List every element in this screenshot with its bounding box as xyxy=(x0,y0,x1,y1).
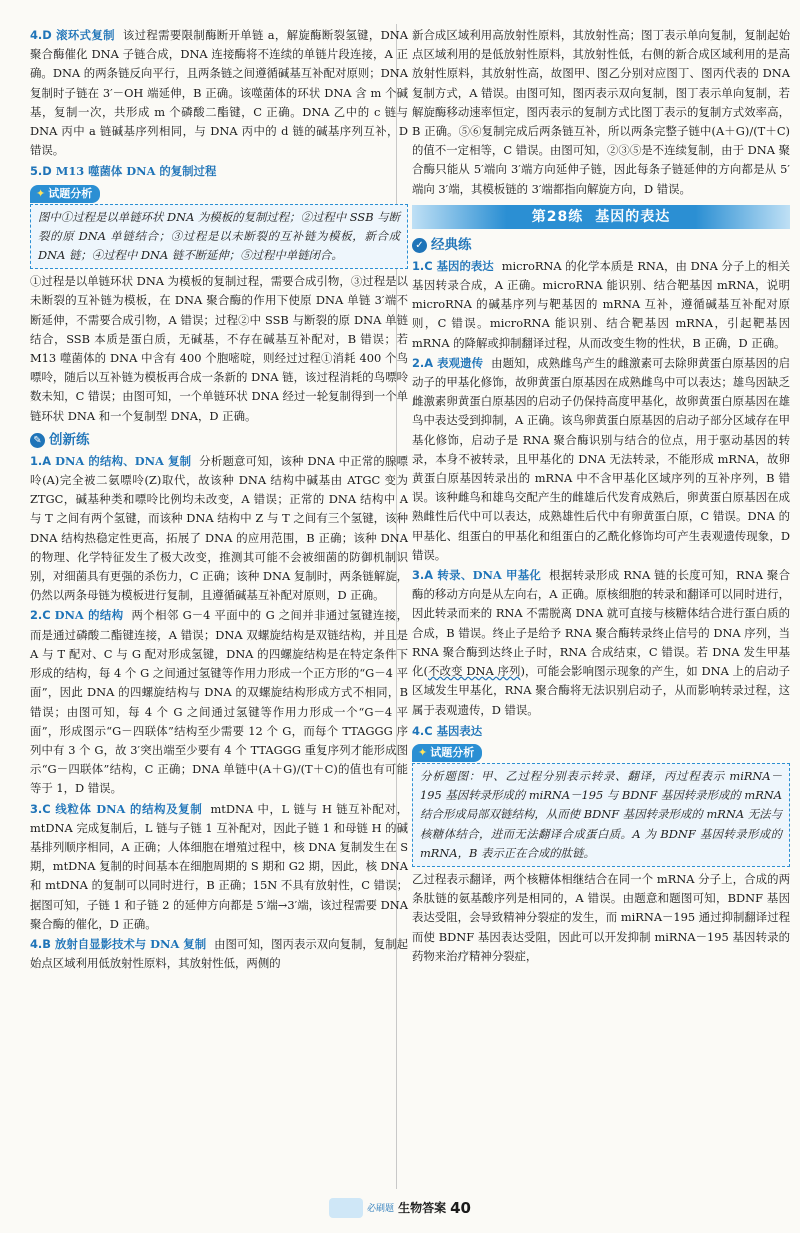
analysis-box: 分析题图：甲、乙过程分别表示转录、翻译，丙过程表示 miRNA－195 基因转录形成的 miRNA－195 与 BDNF 基因转录形成的 mRNA 结合形成局部双链结构，从而使 BDNF 基因转录形成的 mRNA 无法与核糖体结合，进而无法翻译合成蛋白质。A 为 BDNF 基因转录形成的 mRNA，B 表示正在合成的肽链。 xyxy=(412,763,790,867)
answer-text: mtDNA 中，L 链与 H 链互补配对，mtDNA 完成复制后，L 链与子链 1 互补配对，因此子链 1 和母链 H 的碱基排列顺序相同，A 正确；人体细胞在增殖过程中，核 DNA 复制发生在 S 期，mtDNA 复制的时间基本在细胞周期的 S 期和 G2 期，因此，核 DNA 和 mtDNA 的复制可以同时进行，B 正确；15N 不具有放射性，C 错误；据图可知，子链 1 和子链 2 的延伸方向都是 5′端→3′端，该过程需要 DNA 聚合酶的催化，D 正确。 xyxy=(30,801,409,931)
answer-number: 4.C xyxy=(412,723,433,738)
knowledge-point: DNA 的结构 xyxy=(54,608,124,623)
lesson-title: 基因的表达 xyxy=(595,208,671,225)
knowledge-point: 放射自显影技术与 DNA 复制 xyxy=(54,936,207,951)
section-classic: ✓ 经典练 xyxy=(412,235,790,255)
classic-answer-4-heading xyxy=(412,722,790,741)
knowledge-point: M13 噬菌体 DNA 的复制过程 xyxy=(55,164,217,179)
lesson-number: 第28练 xyxy=(531,208,584,225)
lightbulb-icon: ✦ xyxy=(418,745,428,759)
lesson-banner xyxy=(412,205,790,229)
knowledge-point: 表观遗传 xyxy=(437,355,484,370)
analysis-box: 图中①过程是以单链环状 DNA 为模板的复制过程；②过程中 SSB 与断裂的原 DNA 单链结合；③过程是以未断裂的互补链为模板，新合成 DNA 链；④过程中 DNA 链不断延伸；⑤过程中单链闭合。 xyxy=(30,204,408,270)
knowledge-point: DNA 的结构、DNA 复制 xyxy=(55,453,192,468)
footer-label: 生物答案 xyxy=(398,1201,447,1215)
answer-text: 乙过程表示翻译，两个核糖体相继结合在同一个 mRNA 分子上，合成的两条肽链的氨基酸序列是相同的，A 错误。由题意和题图可知，BDNF 基因表达受阻，会导致精神分裂症的发生，而 miRNA－195 通过抑制翻译过程而使 BDNF 基因表达受阻，因此可以开发抑制 miRNA－195 基因转录的药物来治疗精神分裂症， xyxy=(412,871,790,963)
innovation-icon: ✎ xyxy=(30,433,45,448)
classic-answer-1 xyxy=(412,257,790,353)
classic-answer-2 xyxy=(412,354,790,565)
answer-text: 由题知，成熟雌鸟产生的雌激素可去除卵黄蛋白原基因的启动子的甲基化修饰，故卵黄蛋白原基因在成熟雌鸟中可以表达；雄鸟因缺乏雌激素卵黄蛋白原基因的启动子仍保持高度甲基化，故卵黄蛋白原基因在雄鸟中表达受到抑制，A 正确。该鸟卵黄蛋白原基因的启动子部分区域存在甲基化修饰，启动子是 RNA 聚合酶识别与结合的位点，用于驱动基因的转录，本身不被转录，且甲基化的 DNA 无法转录，不能形成 mRNA，故卵黄蛋白原基因转录出的 mRNA 中不含甲基化区域序列的互补序列，B 错误。该种雌鸟和雄鸟交配产生的雌雄后代发育成熟后，卵黄蛋白原基因在成熟雌性后代中可以表达，成熟雄性后代中有卵黄蛋白原，C 错误。DNA 的甲基化、组蛋白的甲基化和组蛋白的乙酰化修饰均可产生表观遗传现象，D 错误。 xyxy=(412,355,790,562)
brand-name: 必刷题 xyxy=(367,1204,395,1214)
innovation-answer-2 xyxy=(30,606,408,798)
knowledge-point: 线粒体 DNA 的结构及复制 xyxy=(54,801,203,816)
knowledge-point: 转录、DNA 甲基化 xyxy=(437,568,542,583)
classic-icon: ✓ xyxy=(412,238,427,253)
underlined-note: 不改变 DNA 序列 xyxy=(427,664,521,679)
knowledge-point: 滚环式复制 xyxy=(55,28,115,42)
answer-text: microRNA 的化学本质是 RNA，由 DNA 分子上的相关基因转录合成，A 正确。microRNA 能识别、结合靶基因 mRNA，说明 microRNA 的碱基序列与靶基因的 mRNA 互补，遵循碱基互补配对原则，C 错误。microRNA 能识别、结合靶基因 mRNA，引起靶基因 mRNA 的降解或抑制翻译过程，从而改变生物的性状，B 正确，D 正确。 xyxy=(412,258,790,350)
knowledge-point: 基因的表达 xyxy=(436,258,494,273)
answer-text: )，可能会影响图示现象的产生，如 DNA 上的启动子区域发生甲基化，RNA 聚合酶将无法识别启动子，从而影响转录过程，这属于表观遗传，D 错误。 xyxy=(412,664,790,717)
left-column xyxy=(30,26,408,974)
answer-number: 3.C xyxy=(30,801,51,816)
innovation-answer-3 xyxy=(30,800,408,934)
page-footer xyxy=(0,1197,800,1221)
answer-text: 该过程需要限制酶断开单链 a，解旋酶断裂氢键，DNA 聚合酶催化 DNA 子链合成，DNA 连接酶将不连续的单链片段连接，A 正确。DNA 的两条链反向平行，且两条链之间遵循碱基互补配对原则；DNA 复制时子链在 3′－OH 端延伸，B 正确。该噬菌体的环状 DNA 含 m 个碱基，复制一次，共形成 m 个磷酸二酯键，C 正确。DNA 乙中的 c 链与 DNA 丙中 a 链碱基序列相同，与 DNA 丙中的 d 链的碱基序列互补，D 错误。 xyxy=(30,28,408,158)
innovation-answer-4-continued: 新合成区域利用高放射性原料，其放射性高；图丁表示单向复制，复制起始点区域利用的是低放射性原料，其放射性低，右侧的新合成区域利用的是高放射性原料，其放射性高，故图甲、图乙分别对应图丁、图丙代表的 DNA 复制方式，A 错误。由图可知，图丙表示双向复制，图丁表示单向复制，若解旋酶移动速率恒定，图丙表示的复制方式比图丁表示的复制方式效率高，B 正确。⑤⑥复制完成后两条链互补，所以两条完整子链中(A＋G)/(T＋C)的值不一定相等，C 错误。由图可知，②③⑤是不连续复制，由于 DNA 聚合酶只能从 5′端向 3′端方向延伸子链，因此每条子链延伸的方向都是从 5′端向 3′端，其模板链的 3′端都指向解旋方向，D 错误。 xyxy=(412,28,790,196)
page-number: 40 xyxy=(450,1198,471,1217)
section-innovation: ✎ 创新练 xyxy=(30,430,408,450)
answer-text: 两个相邻 G－4 平面中的 G 之间并非通过氢键连接，而是通过磷酸二酯键连接，A 错误；DNA 双螺旋结构是双链结构，并且是 A 与 T 配对、C 与 G 配对形成氢键，DNA 的四螺旋结构是在特定条件下形成的结构，每 4 个 G 之间通过氢键等作用力形成一个正方形的“G－4 平面”，因此 DNA 的四螺旋结构与 DNA 的双螺旋结构形成方式不相同，B 错误；由图可知，每 4 个 G 之间通过氢键等作用力形成一个“G－4 平面”，形成图示“G－四联体”结构至少需要 12 个 G，而每个 TTAGGG 序列中有 3 个 G，故 3′突出端至少要有 4 个 TTAGGG 重复序列才能形成图示“G－四联体”结构，C 正确；DNA 单链中(A＋G)/(T＋C)的值也有可能等于 1，D 错误。 xyxy=(30,608,408,796)
answer-text: 由图可知，图丙表示双向复制，复制起始点区域利用低放射性原料，其放射性低，两侧的 xyxy=(30,936,408,971)
answer-number: 4.B xyxy=(30,936,51,951)
lightbulb-icon: ✦ xyxy=(36,186,46,200)
answer-number: 3.A xyxy=(412,568,434,583)
analysis-tag: ✦ 试题分析 xyxy=(412,744,482,762)
answer-number: 2.C xyxy=(30,608,51,623)
answer-number: 1.C xyxy=(412,258,433,273)
book-logo-icon xyxy=(329,1198,363,1218)
answer-text: ①过程是以单链环状 DNA 为模板的复制过程，需要合成引物，③过程是以未断裂的互补链为模板，在 DNA 聚合酶的作用下使原 DNA 单链 3′端不断延伸，不需要合成引物，A 错误；过程②中 SSB 与断裂的原 DNA 单链结合，SSB 本质是蛋白质，无碱基，不存在碱基互补配对，B 错误；若 M13 噬菌体的 DNA 中含有 400 个胞嘧啶，则经过过程①消耗 400 个鸟嘌呤，随后以互补链为模板再合成一条新的 DNA 链，该过程消耗的鸟嘌呤数未知，C 错误；由图可知，一个单链环状 DNA 经过一轮复制得到一个单链环状 DNA 和一个复制型 DNA，D 正确。 xyxy=(30,274,408,423)
answer-number: 5.D xyxy=(30,164,52,179)
answer-text: 分析题意可知，该种 DNA 中正常的腺嘌呤(A)完全被二氨嘌呤(Z)取代，故该种 DNA 结构中碱基由 ATGC 变为 ZTGC，碱基种类和嘌呤比例均未改变，A 错误；正常的 DNA 结构中 A 与 T 之间有两个氢键，而该种 DNA 结构中 Z 与 T 之间有三个氢键，该种 DNA 结构热稳定性更高，拓展了 DNA 的应用范围，B 正确；该种 DNA 的物理、化学特征发生了极大改变，推测其可能不会被细菌的防御机制识别，对细菌具有更强的杀伤力，C 正确；该种 DNA 复制时，两条链解旋，仍然以两条母链为模板进行复制，且遵循碱基互补配对原则，D 正确。 xyxy=(30,453,408,603)
answer-5-heading xyxy=(30,162,408,181)
answer-number: 2.A xyxy=(412,355,434,370)
answer-4 xyxy=(30,26,408,160)
answer-text: 根据转录形成 RNA 链的长度可知，RNA 聚合酶的移动方向是从左向右，A 正确。原核细胞的转录和翻译可以同时进行，因此转录而来的 RNA 不需脱离 DNA 就可直接与核糖体结合进行蛋白质的合成，B 错误。终止子是给予 RNA 聚合酶转录终止信号的 DNA 序列，当 RNA 聚合酶到达终止子时，RNA 合成结束，C 错误。若 DNA 发生甲基化( xyxy=(412,568,791,679)
innovation-answer-4 xyxy=(30,935,408,973)
innovation-answer-1 xyxy=(30,452,408,606)
answer-number: 1.A xyxy=(30,453,52,468)
knowledge-point: 基因表达 xyxy=(436,723,483,738)
classic-answer-3 xyxy=(412,566,790,720)
answer-number: 4.D xyxy=(30,28,52,42)
analysis-tag: ✦ 试题分析 xyxy=(30,185,100,203)
right-column xyxy=(412,26,790,967)
